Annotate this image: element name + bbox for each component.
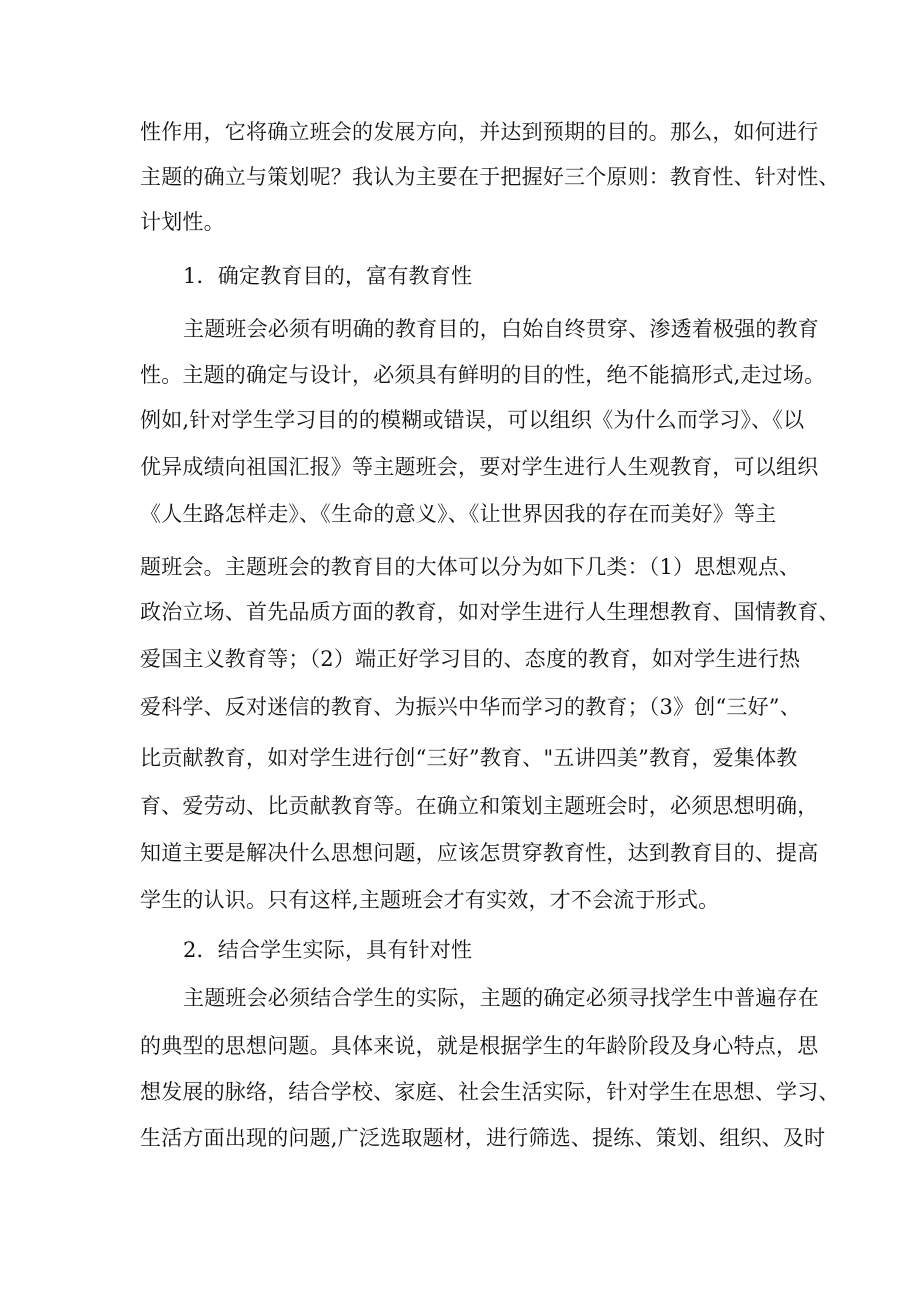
paragraph-line: 主题的确立与策划呢？我认为主要在于把握好三个原则：教育性、针对性、 xyxy=(140,165,840,189)
paragraph-line: 想发展的脉络，结合学校、家庭、社会生活实际，针对学生在思想、学习、 xyxy=(140,1080,840,1104)
paragraph-line: 的典型的思想问题。具体来说，就是根据学生的年龄阶段及身心特点，思 xyxy=(140,1034,819,1058)
section-heading: 1．确定教育目的，富有教育性 xyxy=(183,264,473,288)
paragraph-line: 育、爱劳动、比贡献教育等。在确立和策划主题班会时，必须思想明确， xyxy=(140,794,819,818)
section-heading: 2．结合学生实际，具有针对性 xyxy=(183,938,473,962)
paragraph-line: 例如,针对学生学习目的的模糊或错误，可以组织《为什么而学习》、《以 xyxy=(140,408,805,432)
paragraph-line: 学生的认识。只有这样,主题班会才有实效，才不会流于形式。 xyxy=(140,888,720,912)
paragraph-line: 爱国主义教育等；（2）端正好学习目的、态度的教育，如对学生进行热 xyxy=(140,647,801,671)
paragraph-line: 主题班会必须结合学生的实际，主题的确定必须寻找学生中普遍存在 xyxy=(183,986,819,1010)
paragraph-line: 爱科学、反对迷信的教育、为振兴中华而学习的教育；（3》创“三好”、 xyxy=(140,695,801,719)
paragraph-line: 《人生路怎样走》、《生命的意义》、《让世界因我的存在而美好》等主 xyxy=(140,502,777,526)
paragraph-line: 题班会。主题班会的教育目的大体可以分为如下几类：（1）思想观点、 xyxy=(140,555,801,579)
paragraph-line: 生活方面出现的问题,广泛选取题材，进行筛选、提练、策划、组织、及时 xyxy=(140,1126,826,1150)
paragraph-line: 计划性。 xyxy=(140,210,225,234)
paragraph-line: 性。主题的确定与设计，必须具有鲜明的目的性，绝不能搞形式,走过场。 xyxy=(140,363,826,387)
paragraph-line: 政治立场、首先品质方面的教育，如对学生进行人生理想教育、国情教育、 xyxy=(140,600,840,624)
paragraph-line: 性作用，它将确立班会的发展方向，并达到预期的目的。那么，如何进行 xyxy=(140,120,819,144)
paragraph-line: 优异成绩向祖国汇报》等主题班会，要对学生进行人生观教育，可以组织 xyxy=(140,455,819,479)
paragraph-line: 知道主要是解决什么思想问题，应该怎贯穿教育性，达到教育目的、提高 xyxy=(140,841,819,865)
paragraph-line: 比贡献教育，如对学生进行创“三好”教育、"五讲四美”教育，爱集体教 xyxy=(140,746,798,770)
paragraph-line: 主题班会必须有明确的教育目的，白始自终贯穿、渗透着极强的教育 xyxy=(183,317,819,341)
